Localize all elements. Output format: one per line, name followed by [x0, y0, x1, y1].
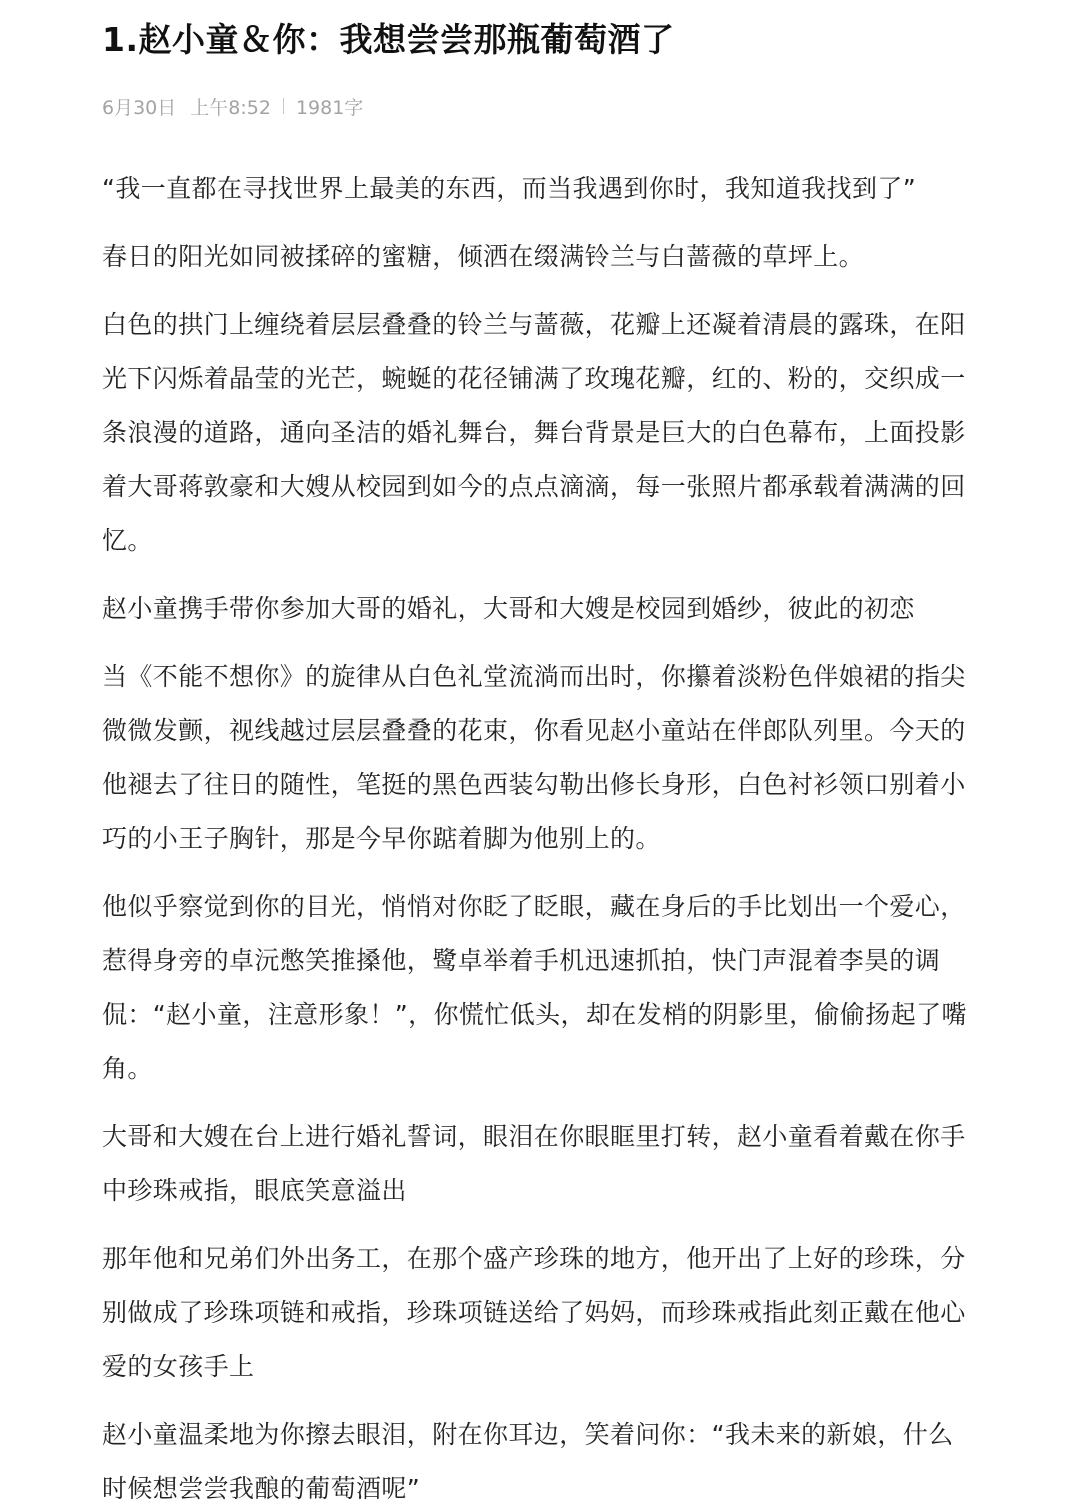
paragraph: 赵小童温柔地为你擦去眼泪，附在你耳边，笑着问你：“我未来的新娘，什么时候想尝尝我酿的葡萄酒呢”	[102, 1420, 954, 1503]
article-meta	[102, 92, 363, 120]
word-count: 1981字	[295, 96, 364, 119]
paragraph: 白色的拱门上缠绕着层层叠叠的铃兰与蔷薇，花瓣上还凝着清晨的露珠，在阳光下闪烁着晶莹的光芒，蜿蜒的花径铺满了玫瑰花瓣，红的、粉的，交织成一条浪漫的道路，通向圣洁的婚礼舞台，舞台背景是巨大的白色幕布，上面投影着大哥蒋敦豪和大嫂从校园到如今的点点滴滴，每一张照片都承载着满满的回忆。	[102, 310, 966, 555]
paragraph: 大哥和大嫂在台上进行婚礼誓词，眼泪在你眼眶里打转，赵小童看着戴在你手中珍珠戒指，眼底笑意溢出	[102, 1122, 966, 1205]
paragraph: 春日的阳光如同被揉碎的蜜糖，倾洒在缀满铃兰与白蔷薇的草坪上。	[102, 242, 865, 271]
paragraph: “我一直都在寻找世界上最美的东西，而当我遇到你时，我知道我找到了”	[102, 174, 917, 203]
paragraph: 那年他和兄弟们外出务工，在那个盛产珍珠的地方，他开出了上好的珍珠，分别做成了珍珠项链和戒指，珍珠项链送给了妈妈，而珍珠戒指此刻正戴在他心爱的女孩手上	[102, 1244, 966, 1381]
paragraph: 他似乎察觉到你的目光，悄悄对你眨了眨眼，藏在身后的手比划出一个爱心，惹得身旁的卓沅憋笑推搡他，鹭卓举着手机迅速抓拍，快门声混着李昊的调侃：“赵小童，注意形象！”，你慌忙低头，却在发梢的阴影里，偷偷扬起了嘴角。	[102, 892, 967, 1083]
paragraph: 当《不能不想你》的旋律从白色礼堂流淌而出时，你攥着淡粉色伴娘裙的指尖微微发颤，视线越过层层叠叠的花束，你看见赵小童站在伴郎队列里。今天的他褪去了往日的随性，笔挺的黑色西装勾勒出修长身形，白色衬衫领口别着小巧的小王子胸针，那是今早你踮着脚为他别上的。	[102, 662, 966, 853]
publish-time: 上午8:52	[190, 96, 271, 119]
publish-date: 6月30日	[102, 96, 177, 119]
article-body	[102, 162, 978, 1508]
paragraph: 赵小童携手带你参加大哥的婚礼，大哥和大嫂是校园到婚纱，彼此的初恋	[102, 594, 915, 623]
article-title: 1.赵小童＆你：我想尝尝那瓶葡萄酒了	[102, 20, 675, 59]
meta-divider	[283, 98, 284, 114]
